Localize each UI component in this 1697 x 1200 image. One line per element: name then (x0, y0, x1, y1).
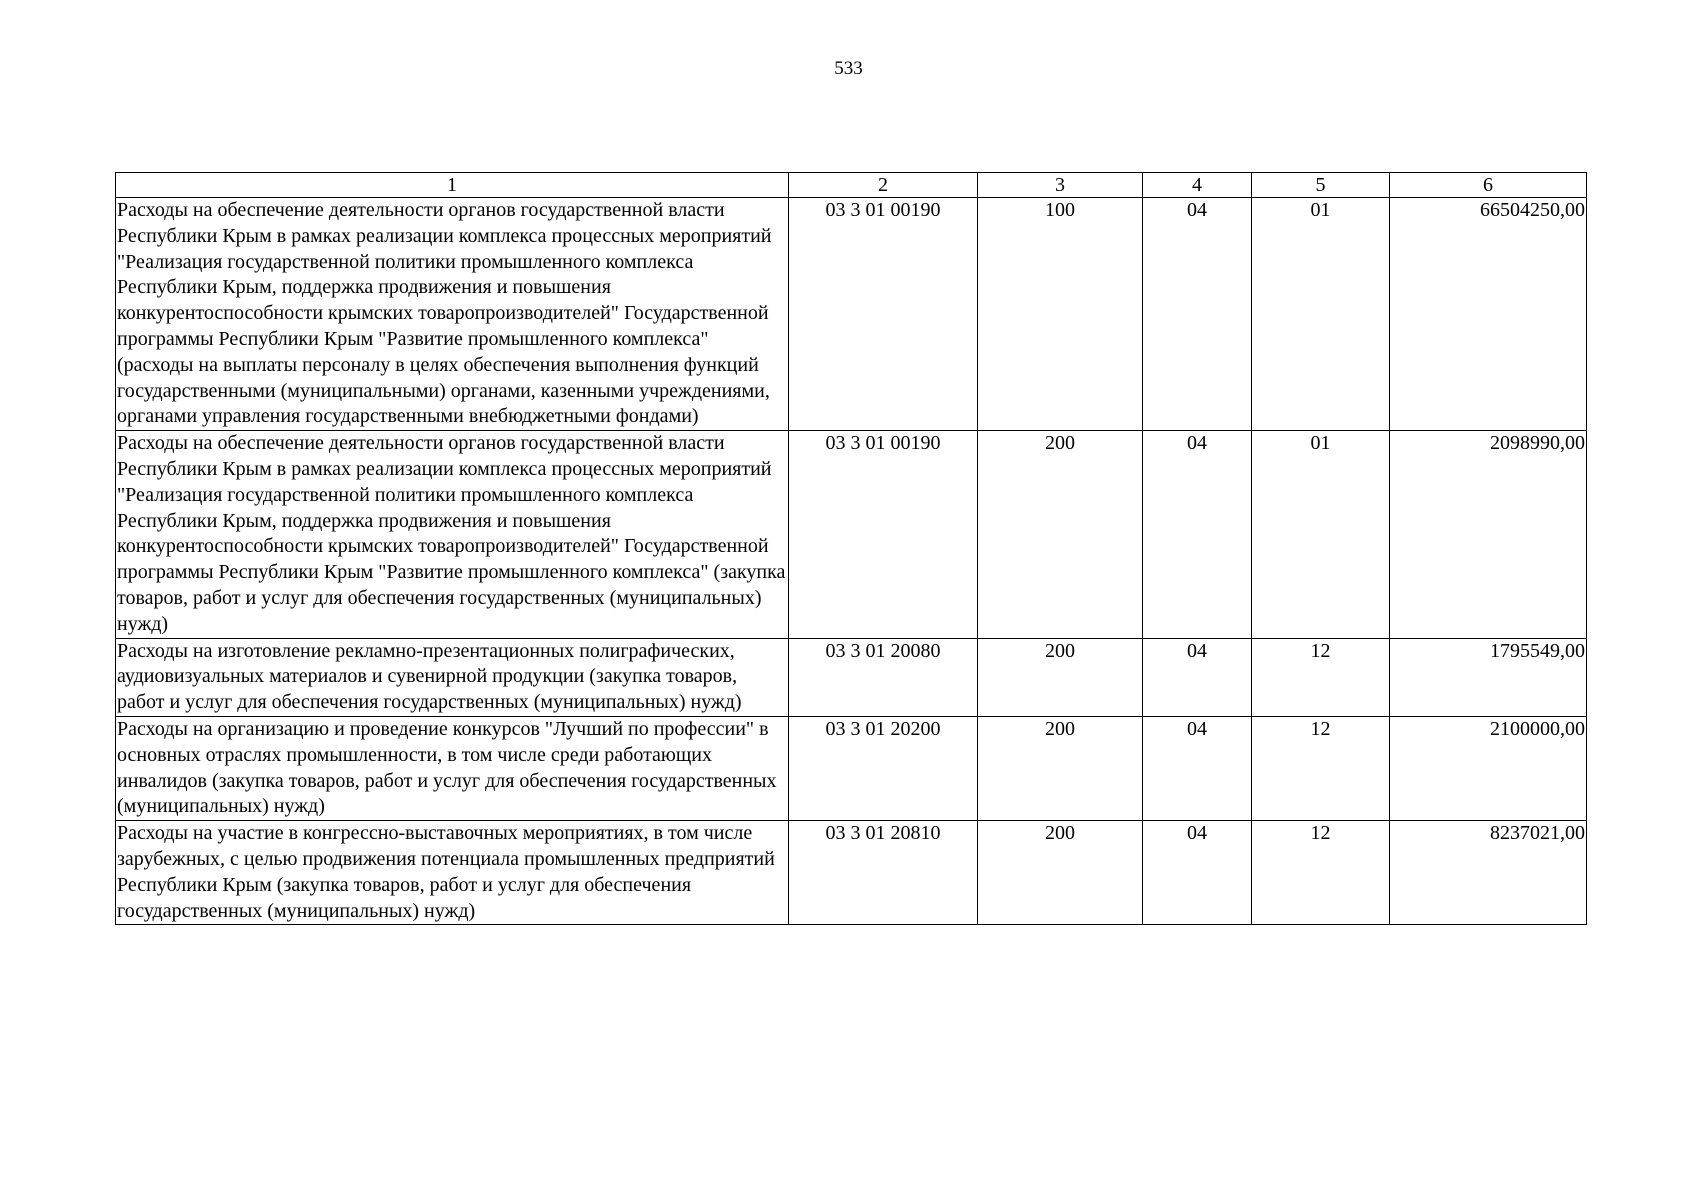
amount: 1795549,00 (1390, 638, 1587, 716)
expense-description: Расходы на изготовление рекламно-презентационных полиграфических, аудиовизуальных материалов и сувенирной продукции (закупка товаров, работ и услуг для обеспечения государственных (муниципальных) нужд) (116, 638, 789, 716)
subsection-code: 01 (1252, 431, 1390, 638)
column-header-1: 1 (116, 173, 789, 198)
target-article-code: 03 3 01 20810 (789, 821, 978, 925)
table-row (116, 716, 1587, 820)
table-row (116, 198, 1587, 431)
expense-type-code: 100 (978, 198, 1143, 431)
column-header-2: 2 (789, 173, 978, 198)
amount: 2098990,00 (1390, 431, 1587, 638)
expense-description: Расходы на участие в конгрессно-выставочных мероприятиях, в том числе зарубежных, с целью продвижения потенциала промышленных предприятий Республики Крым (закупка товаров, работ и услуг для обеспечения государственных (муниципальных) нужд) (116, 821, 789, 925)
expense-type-code: 200 (978, 821, 1143, 925)
target-article-code: 03 3 01 00190 (789, 198, 978, 431)
subsection-code: 12 (1252, 716, 1390, 820)
section-code: 04 (1143, 638, 1252, 716)
column-header-6: 6 (1390, 173, 1587, 198)
subsection-code: 12 (1252, 821, 1390, 925)
target-article-code: 03 3 01 00190 (789, 431, 978, 638)
subsection-code: 01 (1252, 198, 1390, 431)
column-header-3: 3 (978, 173, 1143, 198)
column-header-4: 4 (1143, 173, 1252, 198)
expense-type-code: 200 (978, 638, 1143, 716)
amount: 8237021,00 (1390, 821, 1587, 925)
table-row (116, 638, 1587, 716)
target-article-code: 03 3 01 20080 (789, 638, 978, 716)
column-header-5: 5 (1252, 173, 1390, 198)
expense-description: Расходы на обеспечение деятельности органов государственной власти Республики Крым в рамках реализации комплекса процессных мероприятий "Реализация государственной политики промышленного комплекса Республики Крым, поддержка продвижения и повышения конкурентоспособности крымских товаропроизводителей" Государственной программы Республики Крым "Развитие промышленного комплекса" (расходы на выплаты персоналу в целях обеспечения выполнения функций государственными (муниципальными) органами, казенными учреждениями, органами управления государственными внебюджетными фондами) (116, 198, 789, 431)
expense-type-code: 200 (978, 431, 1143, 638)
amount: 2100000,00 (1390, 716, 1587, 820)
section-code: 04 (1143, 431, 1252, 638)
section-code: 04 (1143, 198, 1252, 431)
subsection-code: 12 (1252, 638, 1390, 716)
expense-type-code: 200 (978, 716, 1143, 820)
page-number: 533 (834, 58, 863, 79)
section-code: 04 (1143, 821, 1252, 925)
table-row (116, 821, 1587, 925)
target-article-code: 03 3 01 20200 (789, 716, 978, 820)
table-row (116, 431, 1587, 638)
expense-description: Расходы на обеспечение деятельности органов государственной власти Республики Крым в рамках реализации комплекса процессных мероприятий "Реализация государственной политики промышленного комплекса Республики Крым, поддержка продвижения и повышения конкурентоспособности крымских товаропроизводителей" Государственной программы Республики Крым "Развитие промышленного комплекса" (закупка товаров, работ и услуг для обеспечения государственных (муниципальных) нужд) (116, 431, 789, 638)
header-row (116, 173, 1587, 198)
amount: 66504250,00 (1390, 198, 1587, 431)
section-code: 04 (1143, 716, 1252, 820)
expense-description: Расходы на организацию и проведение конкурсов "Лучший по профессии" в основных отраслях промышленности, в том числе среди работающих инвалидов (закупка товаров, работ и услуг для обеспечения государственных (муниципальных) нужд) (116, 716, 789, 820)
budget-table (115, 172, 1587, 925)
